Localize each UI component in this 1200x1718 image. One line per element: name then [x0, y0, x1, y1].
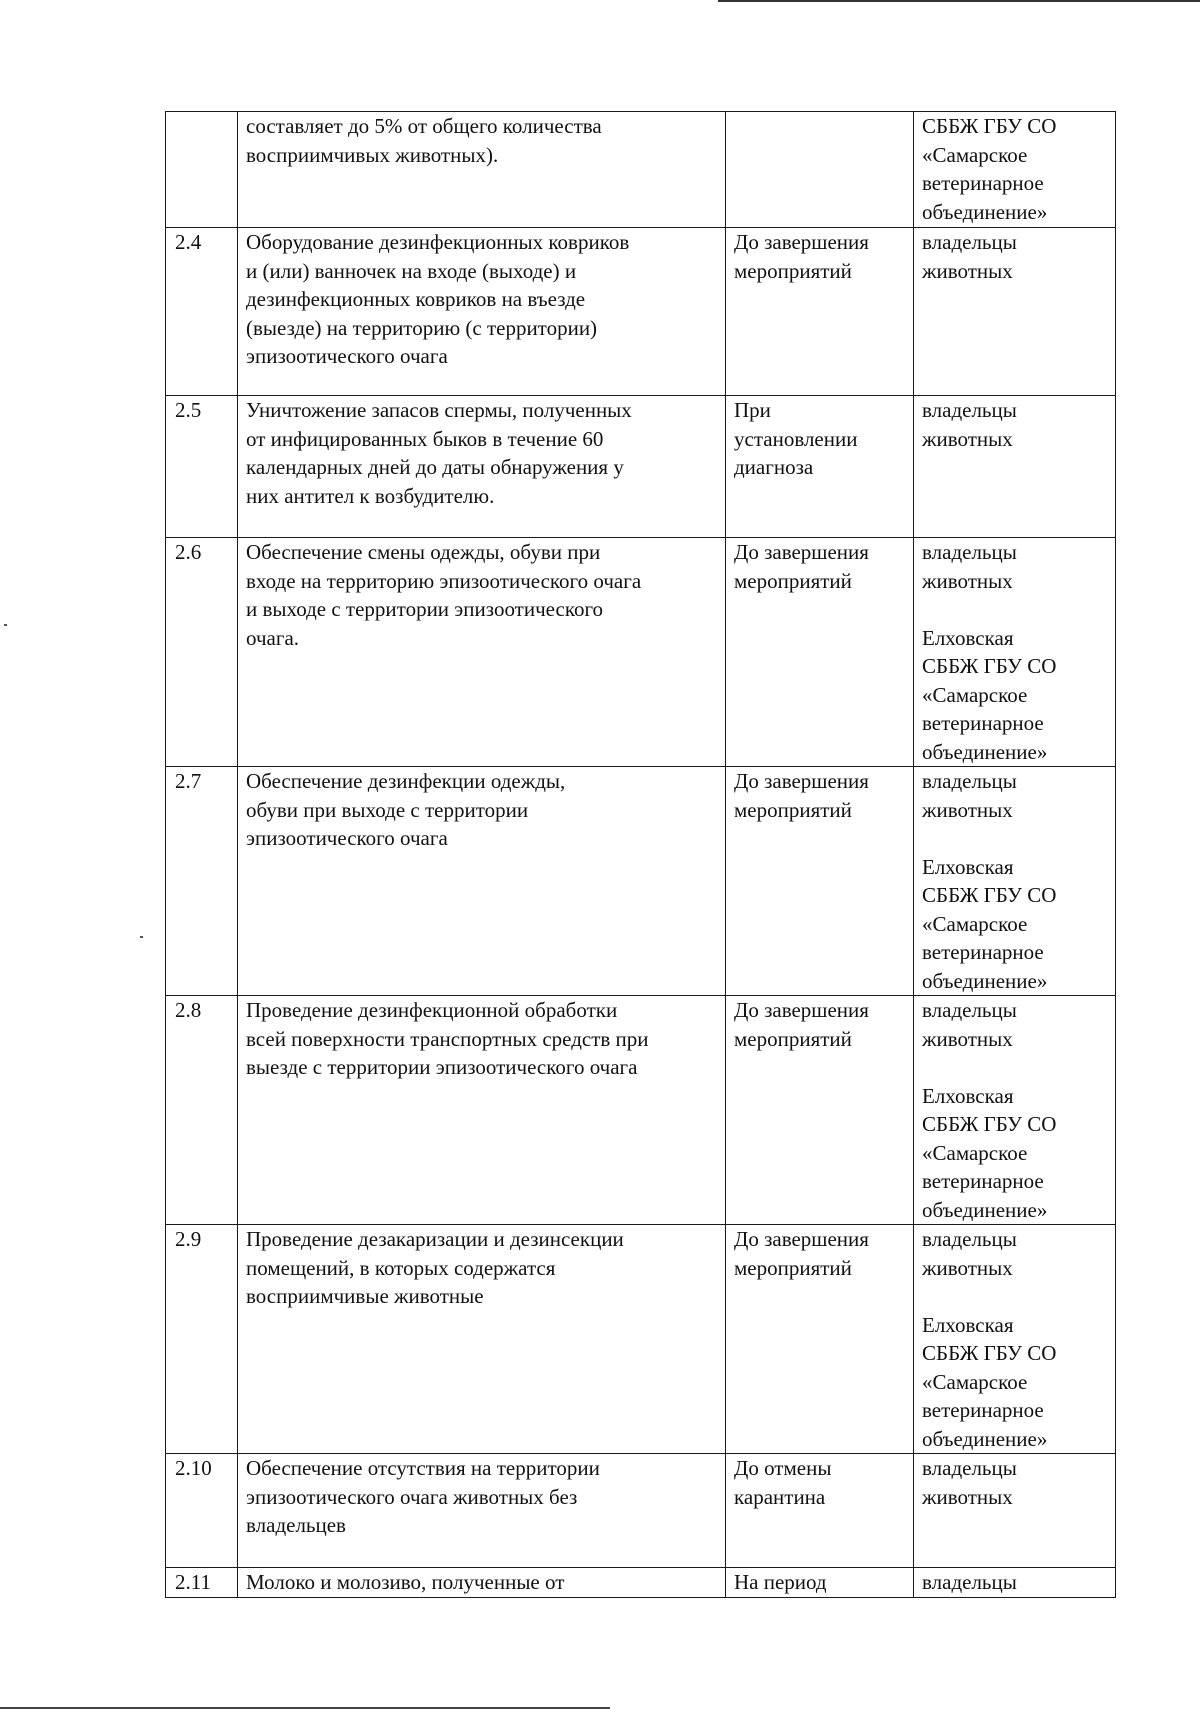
term-cell — [726, 538, 914, 767]
table-row — [166, 1568, 1116, 1598]
table-row — [166, 538, 1116, 767]
term-text: При установлении диагноза — [734, 398, 858, 479]
responsible-text: владельцы животных — [922, 769, 1017, 822]
term-cell — [726, 112, 914, 228]
row-number-cell — [166, 228, 238, 396]
table-row — [166, 767, 1116, 996]
row-number: 2.11 — [175, 1570, 211, 1594]
responsible-cell — [914, 228, 1116, 396]
table-row — [166, 1225, 1116, 1454]
row-number-cell — [166, 112, 238, 228]
row-number: 2.6 — [175, 540, 202, 564]
responsible-organization: Елховская СББЖ ГБУ СО «Самарское ветеринарное объединение» — [922, 625, 1057, 764]
responsible-cell — [914, 538, 1116, 767]
term-cell — [726, 996, 914, 1225]
action-text: Уничтожение запасов спермы, полученных от инфицированных быков в течение 60 календарных дней до даты обнаружения у них антител к возбудителю. — [246, 398, 632, 508]
row-number: 2.8 — [175, 998, 202, 1022]
row-number-cell — [166, 767, 238, 996]
action-cell — [238, 996, 726, 1225]
term-text: До завершения мероприятий — [734, 230, 869, 283]
scan-edge-line-bottom — [0, 1707, 610, 1709]
scan-speck — [140, 936, 143, 938]
responsible-organization: Елховская СББЖ ГБУ СО «Самарское ветеринарное объединение» — [922, 1083, 1057, 1222]
row-number: 2.10 — [175, 1456, 212, 1480]
row-number-cell — [166, 1225, 238, 1454]
responsible-text: владельцы животных — [922, 1227, 1017, 1280]
table-row — [166, 112, 1116, 228]
responsible-text: владельцы животных — [922, 398, 1017, 451]
responsible-text: владельцы животных — [922, 230, 1017, 283]
row-number-cell — [166, 1454, 238, 1568]
responsible-text: владельцы животных — [922, 540, 1017, 593]
term-cell — [726, 1454, 914, 1568]
table-row — [166, 228, 1116, 396]
row-number: 2.7 — [175, 769, 202, 793]
table-row — [166, 396, 1116, 538]
action-text: Обеспечение дезинфекции одежды, обуви при выходе с территории эпизоотического очага — [246, 769, 566, 850]
term-cell — [726, 396, 914, 538]
action-cell — [238, 228, 726, 396]
row-number-cell — [166, 396, 238, 538]
responsible-text: владельцы животных — [922, 998, 1017, 1051]
responsible-organization: Елховская СББЖ ГБУ СО «Самарское ветеринарное объединение» — [922, 1312, 1057, 1451]
term-cell — [726, 1568, 914, 1598]
action-text: Проведение дезакаризации и дезинсекции помещений, в которых содержатся восприимчивые животные — [246, 1227, 624, 1308]
action-text: Проведение дезинфекционной обработки всей поверхности транспортных средств при выезде с территории эпизоотического очага — [246, 998, 649, 1079]
term-text: На период — [734, 1570, 827, 1594]
action-cell — [238, 1568, 726, 1598]
action-cell — [238, 767, 726, 996]
term-text: До завершения мероприятий — [734, 1227, 869, 1280]
responsible-cell — [914, 112, 1116, 228]
row-number-cell — [166, 996, 238, 1225]
action-cell — [238, 396, 726, 538]
responsible-text: СББЖ ГБУ СО «Самарское ветеринарное объединение» — [922, 114, 1057, 224]
term-text: До завершения мероприятий — [734, 769, 869, 822]
responsible-text: владельцы животных — [922, 1456, 1017, 1509]
row-number: 2.9 — [175, 1227, 202, 1251]
responsible-cell — [914, 767, 1116, 996]
row-number: 2.5 — [175, 398, 202, 422]
responsible-cell — [914, 396, 1116, 538]
term-text: До завершения мероприятий — [734, 540, 869, 593]
row-number: 2.4 — [175, 230, 202, 254]
action-cell — [238, 1454, 726, 1568]
responsible-cell — [914, 1454, 1116, 1568]
action-cell — [238, 112, 726, 228]
responsible-cell — [914, 996, 1116, 1225]
measures-table — [165, 111, 1116, 1598]
row-number-cell — [166, 1568, 238, 1598]
table-row — [166, 1454, 1116, 1568]
responsible-text: владельцы — [922, 1570, 1017, 1594]
scan-speck — [4, 624, 7, 626]
responsible-cell — [914, 1568, 1116, 1598]
action-cell — [238, 1225, 726, 1454]
row-number-cell — [166, 538, 238, 767]
term-text: До отмены карантина — [734, 1456, 832, 1509]
term-cell — [726, 1225, 914, 1454]
action-text: Оборудование дезинфекционных ковриков и (или) ванночек на входе (выходе) и дезинфекционных ковриков на въезде (выезде) на территорию (с территории) эпизоотического очага — [246, 230, 630, 368]
table-row — [166, 996, 1116, 1225]
responsible-cell — [914, 1225, 1116, 1454]
action-text: Обеспечение отсутствия на территории эпизоотического очага животных без владельцев — [246, 1456, 600, 1537]
action-text: составляет до 5% от общего количества восприимчивых животных). — [246, 114, 602, 167]
action-text: Молоко и молозиво, полученные от — [246, 1570, 565, 1594]
responsible-organization: Елховская СББЖ ГБУ СО «Самарское ветеринарное объединение» — [922, 854, 1057, 993]
term-text: До завершения мероприятий — [734, 998, 869, 1051]
action-cell — [238, 538, 726, 767]
scan-edge-line-top — [718, 0, 1200, 2]
term-cell — [726, 228, 914, 396]
term-cell — [726, 767, 914, 996]
action-text: Обеспечение смены одежды, обуви при входе на территорию эпизоотического очага и выходе с территории эпизоотического очага. — [246, 540, 642, 650]
